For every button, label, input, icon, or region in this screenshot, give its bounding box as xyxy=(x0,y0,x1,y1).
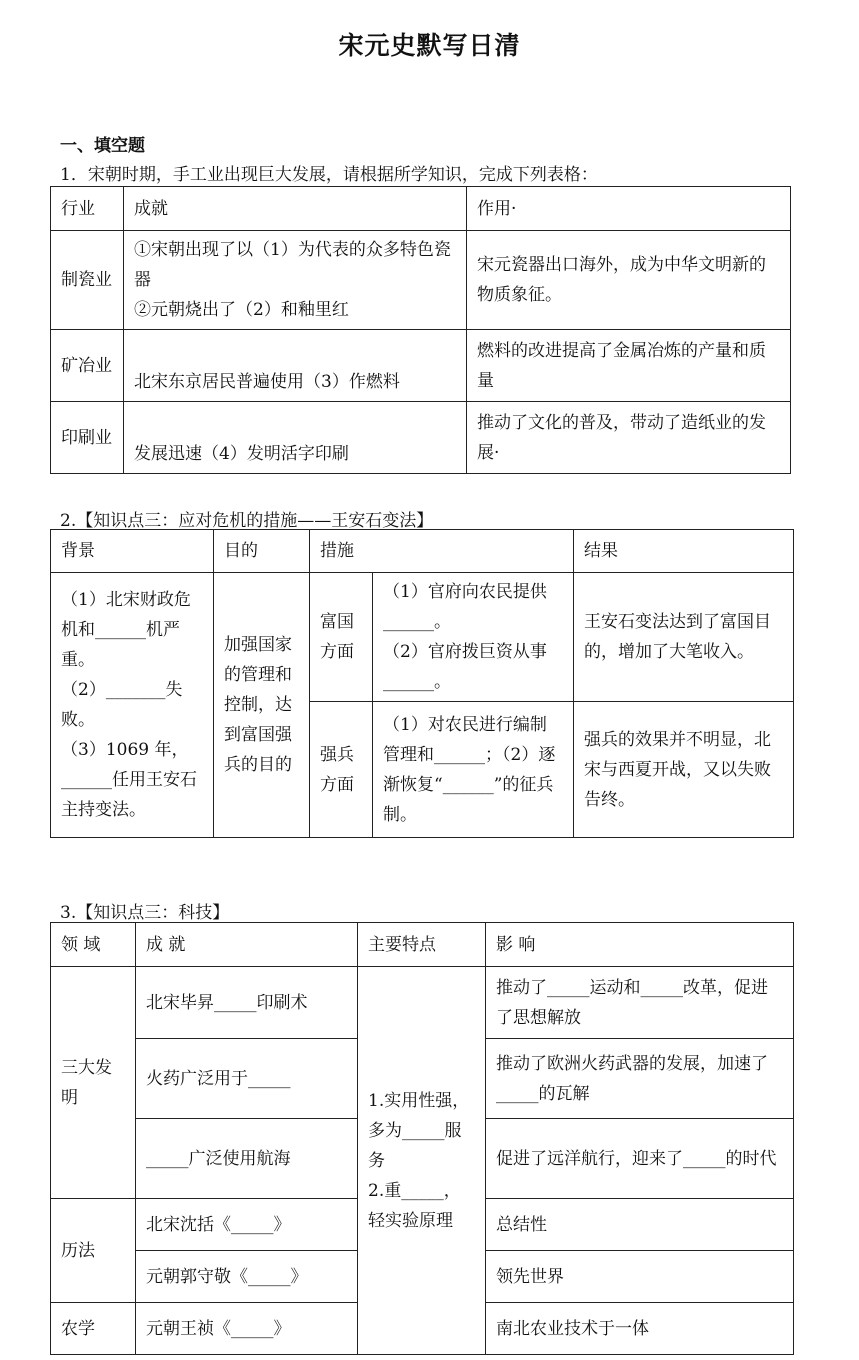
q3-impact-cell: 领先世界 xyxy=(486,1251,794,1303)
q2-measure-line: （2）官府拨巨资从事______。 xyxy=(383,642,547,692)
q1-header-effect: 作用· xyxy=(467,187,791,231)
table-row xyxy=(51,330,791,402)
q2-measure-cell xyxy=(373,573,574,702)
q1-effect-cell: 推动了文化的普及，带动了造纸业的发展· xyxy=(467,402,791,474)
q3-achievement-cell: 北宋毕昇_____印刷术 xyxy=(136,967,358,1039)
q2-measure-cell: （1）对农民进行编制管理和______；（2）逐渐恢复“______”的征兵制。 xyxy=(373,702,574,838)
q3-impact-cell: 推动了欧洲火药武器的发展，加速了_____的瓦解 xyxy=(486,1039,794,1119)
q3-intro: 3.【知识点三：科技】 xyxy=(60,903,230,923)
q3-achievement-cell: 元朝王祯《_____》 xyxy=(136,1303,358,1355)
q3-achievement-cell: 元朝郭守敬《_____》 xyxy=(136,1251,358,1303)
q1-effect-cell: 宋元瓷器出口海外，成为中华文明新的物质象征。 xyxy=(467,231,791,330)
q1-industry-cell: 矿冶业 xyxy=(51,330,124,402)
q2-aspect-cell: 富国方面 xyxy=(310,573,373,702)
q2-result-cell: 王安石变法达到了富国目的，增加了大笔收入。 xyxy=(574,573,794,702)
section-heading: 一、填空题 xyxy=(60,136,145,156)
q2-background-line: （1）北宋财政危机和______机严重。 xyxy=(61,590,191,670)
q2-background-line: （3）1069 年，______任用王安石主持变法。 xyxy=(61,740,197,820)
table-row xyxy=(51,967,794,1039)
q1-achievement-cell: 发展迅速（4）发明活字印刷 xyxy=(124,402,467,474)
q2-background-cell xyxy=(51,573,214,838)
page-title: 宋元史默写日清 xyxy=(338,31,521,60)
q2-intro: 2.【知识点三：应对危机的措施——王安石变法】 xyxy=(60,511,434,531)
q3-field-cell: 农学 xyxy=(51,1303,136,1355)
q3-feature-line: 2.重_____，轻实验原理 xyxy=(368,1180,461,1231)
q1-industry-cell: 印刷业 xyxy=(51,402,124,474)
q3-impact-cell: 南北农业技术于一体 xyxy=(486,1303,794,1355)
table-row xyxy=(51,231,791,330)
q1-table xyxy=(50,186,791,474)
q1-industry-cell: 制瓷业 xyxy=(51,231,124,330)
q2-result-cell: 强兵的效果并不明显，北宋与西夏开战，又以失败告终。 xyxy=(574,702,794,838)
table-row xyxy=(51,573,794,702)
q1-achievement-cell: 北宋东京居民普遍使用（3）作燃料 xyxy=(124,330,467,402)
q1-achievement-line: ②元朝烧出了（2）和釉里红 xyxy=(134,300,349,320)
q3-header-impact: 影 响 xyxy=(486,923,794,967)
q1-intro: 1．宋朝时期，手工业出现巨大发展，请根据所学知识，完成下列表格： xyxy=(60,165,598,185)
table-row xyxy=(51,402,791,474)
q2-table xyxy=(50,529,794,838)
q3-header-achievement: 成 就 xyxy=(136,923,358,967)
q2-background-line: （2）_______失败。 xyxy=(61,680,183,730)
q3-header-field: 领 域 xyxy=(51,923,136,967)
q3-feature-line: 1.实用性强，多为_____服务 xyxy=(368,1090,470,1171)
q3-field-cell: 历法 xyxy=(51,1199,136,1303)
q3-achievement-cell: _____广泛使用航海 xyxy=(136,1119,358,1199)
q3-impact-cell: 推动了_____运动和_____改革，促进了思想解放 xyxy=(486,967,794,1039)
q2-header-background: 背景 xyxy=(51,530,214,573)
q1-effect-cell: 燃料的改进提高了金属冶炼的产量和质量 xyxy=(467,330,791,402)
q2-header-purpose: 目的 xyxy=(214,530,310,573)
q2-header-measures: 措施 xyxy=(310,530,574,573)
q2-aspect-cell: 强兵方面 xyxy=(310,702,373,838)
q1-achievement-cell xyxy=(124,231,467,330)
q3-impact-cell: 总结性 xyxy=(486,1199,794,1251)
q3-impact-cell: 促进了远洋航行，迎来了_____的时代 xyxy=(486,1119,794,1199)
q3-achievement-cell: 火药广泛用于_____ xyxy=(136,1039,358,1119)
q1-header-industry: 行业 xyxy=(51,187,124,231)
q3-achievement-cell: 北宋沈括《_____》 xyxy=(136,1199,358,1251)
q3-header-features: 主要特点 xyxy=(358,923,486,967)
q1-achievement-line: ①宋朝出现了以（1）为代表的众多特色瓷器 xyxy=(134,240,451,290)
q2-header-result: 结果 xyxy=(574,530,794,573)
q1-header-achievement: 成就 xyxy=(124,187,467,231)
q3-table xyxy=(50,922,794,1355)
q3-features-cell xyxy=(358,967,486,1355)
q3-field-cell: 三大发明 xyxy=(51,967,136,1199)
q2-purpose-cell: 加强国家的管理和控制，达到富国强兵的目的 xyxy=(214,573,310,838)
q2-measure-line: （1）官府向农民提供______。 xyxy=(383,582,547,632)
